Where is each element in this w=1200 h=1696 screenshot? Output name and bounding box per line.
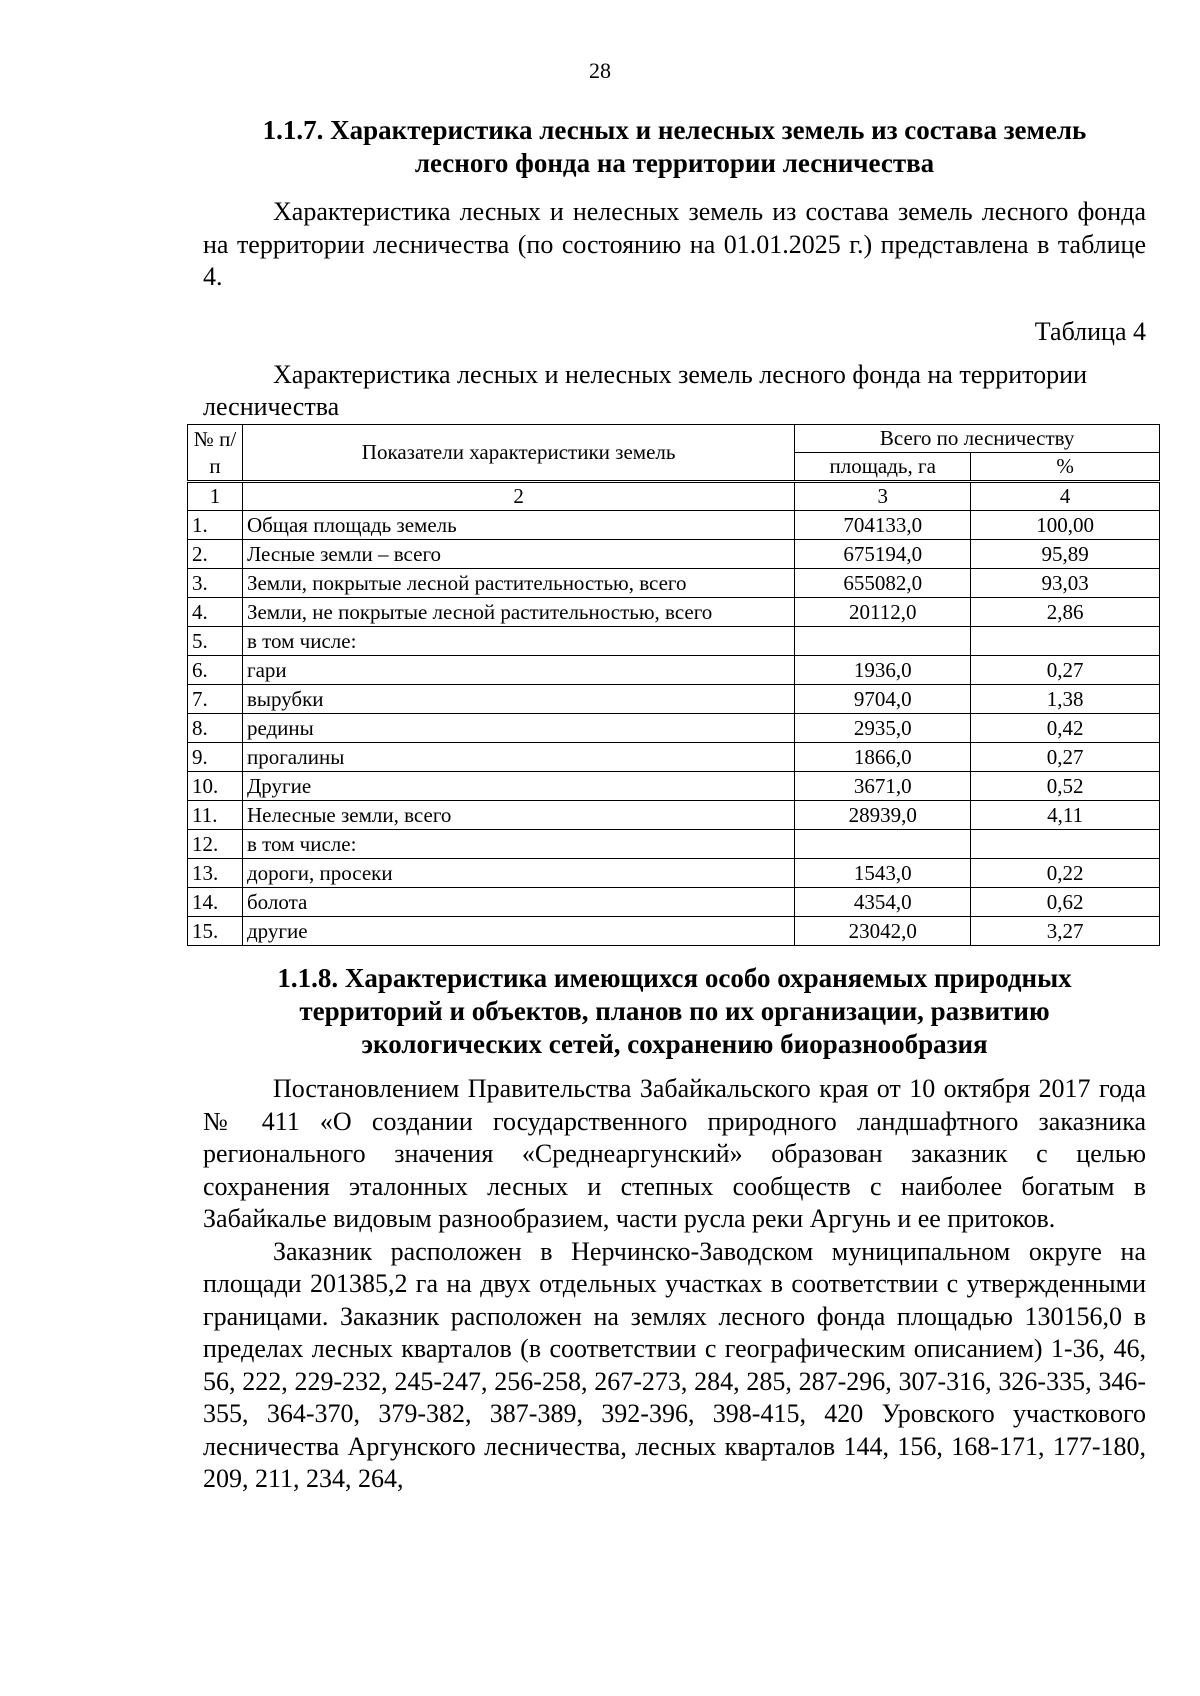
row-label-cell: прогалины	[242, 743, 794, 772]
row-label-cell: гари	[242, 656, 794, 685]
section-118-heading-line3: экологических сетей, сохранению биоразнообразия	[361, 1029, 988, 1059]
row-number-cell: 14.	[188, 888, 243, 917]
row-label-cell: Общая площадь земель	[242, 511, 794, 540]
row-percent-cell: 95,89	[971, 540, 1160, 569]
row-number-cell: 7.	[188, 685, 243, 714]
section-117	[203, 114, 1146, 423]
table-row	[188, 714, 1160, 743]
row-area-cell	[795, 627, 971, 656]
row-label-cell: Лесные земли – всего	[242, 540, 794, 569]
row-label-cell: Земли, не покрытые лесной растительностью, всего	[242, 598, 794, 627]
row-label-cell: дороги, просеки	[242, 859, 794, 888]
row-number-cell: 6.	[188, 656, 243, 685]
table-row	[188, 888, 1160, 917]
row-area-cell: 675194,0	[795, 540, 971, 569]
land-characteristics-table	[187, 424, 1160, 946]
row-percent-cell: 100,00	[971, 511, 1160, 540]
section-118-paragraph2: Заказник расположен в Нерчинско-Заводском муниципальном округе на площади 201385,2 га на двух отдельных участках в соответствии с утвержденными границами. Заказник расположен на землях лесного фонда площадью 130156,0 в пределах лесных кварталов (в соответствии с географическим описанием) 1-36, 46, 56, 222, 229-232, 245-247, 256-258, 267-273, 284, 285, 287-296, 307-316, 326-335, 346-355, 364-370, 379-382, 387-389, 392-396, 398-415, 420 Уровского участкового лесничества Аргунского лесничества, лесных кварталов 144, 156, 168-171, 177-180, 209, 211, 234, 264,	[203, 1236, 1146, 1493]
table-row	[188, 859, 1160, 888]
row-label-cell: в том числе:	[242, 830, 794, 859]
row-percent-cell: 2,86	[971, 598, 1160, 627]
row-number-cell: 5.	[188, 627, 243, 656]
row-area-cell: 23042,0	[795, 917, 971, 946]
header-area: площадь, га	[795, 453, 971, 482]
row-label-cell: Земли, покрытые лесной растительностью, всего	[242, 569, 794, 598]
table-title: Характеристика лесных и нелесных земель лесного фонда на территории лесничества	[203, 359, 1088, 421]
table-row	[188, 656, 1160, 685]
row-area-cell: 1543,0	[795, 859, 971, 888]
table-row	[188, 772, 1160, 801]
row-area-cell: 1866,0	[795, 743, 971, 772]
row-area-cell: 28939,0	[795, 801, 971, 830]
row-label-cell: болота	[242, 888, 794, 917]
row-percent-cell: 0,27	[971, 743, 1160, 772]
section-117-paragraph: Характеристика лесных и нелесных земель из состава земель лесного фонда на территории лесничества (по состоянию на 01.01.2025 г.) представлена в таблице 4.	[203, 197, 1146, 291]
index-cell: 3	[795, 482, 971, 511]
row-number-cell: 12.	[188, 830, 243, 859]
row-label-cell: Другие	[242, 772, 794, 801]
row-number-cell: 11.	[188, 801, 243, 830]
row-number-cell: 1.	[188, 511, 243, 540]
table-row	[188, 685, 1160, 714]
row-percent-cell: 0,52	[971, 772, 1160, 801]
row-percent-cell	[971, 830, 1160, 859]
table-row	[188, 917, 1160, 946]
row-area-cell: 1936,0	[795, 656, 971, 685]
table-row	[188, 801, 1160, 830]
row-label-cell: вырубки	[242, 685, 794, 714]
table-row	[188, 743, 1160, 772]
table-row	[188, 598, 1160, 627]
row-percent-cell: 0,62	[971, 888, 1160, 917]
page-number: 28	[589, 58, 611, 83]
row-number-cell: 3.	[188, 569, 243, 598]
section-118-paragraph1: Постановлением Правительства Забайкальского края от 10 октября 2017 года № 411 «О создании государственного природного ландшафтного заказника регионального значения «Среднеаргунский» образован заказник с целью сохранения эталонных лесных и степных сообществ с наиболее богатым в Забайкалье видовым разнообразием, части русла реки Аргунь и ее притоков.	[203, 1074, 1146, 1233]
row-area-cell: 3671,0	[795, 772, 971, 801]
row-percent-cell: 4,11	[971, 801, 1160, 830]
row-number-cell: 10.	[188, 772, 243, 801]
row-label-cell: в том числе:	[242, 627, 794, 656]
row-number-cell: 9.	[188, 743, 243, 772]
section-118-heading-line1: 1.1.8. Характеристика имеющихся особо охраняемых природных	[277, 963, 1072, 993]
row-area-cell: 9704,0	[795, 685, 971, 714]
header-total: Всего по лесничеству	[795, 425, 1160, 453]
section-117-heading-line2: лесного фонда на территории лесничества	[414, 148, 935, 178]
row-percent-cell: 1,38	[971, 685, 1160, 714]
row-percent-cell: 93,03	[971, 569, 1160, 598]
row-label-cell: редины	[242, 714, 794, 743]
section-118-heading-line2: территорий и объектов, планов по их организации, развитию	[299, 996, 1050, 1026]
index-cell: 1	[188, 482, 243, 511]
row-number-cell: 4.	[188, 598, 243, 627]
row-label-cell: Нелесные земли, всего	[242, 801, 794, 830]
table-row	[188, 540, 1160, 569]
table-row	[188, 830, 1160, 859]
table-row	[188, 511, 1160, 540]
header-indicator: Показатели характеристики земель	[242, 425, 794, 482]
row-percent-cell: 0,22	[971, 859, 1160, 888]
row-area-cell: 2935,0	[795, 714, 971, 743]
row-number-cell: 13.	[188, 859, 243, 888]
header-num: № п/п	[188, 425, 243, 482]
section-117-heading-line1: 1.1.7. Характеристика лесных и нелесных земель из состава земель	[262, 115, 1087, 145]
row-area-cell: 655082,0	[795, 569, 971, 598]
table-label: Таблица 4	[1034, 316, 1146, 346]
column-index-row	[188, 482, 1160, 511]
row-area-cell	[795, 830, 971, 859]
table-row	[188, 569, 1160, 598]
row-percent-cell	[971, 627, 1160, 656]
header-percent: %	[971, 453, 1160, 482]
row-area-cell: 4354,0	[795, 888, 971, 917]
row-area-cell: 704133,0	[795, 511, 971, 540]
row-percent-cell: 0,27	[971, 656, 1160, 685]
table-row	[188, 627, 1160, 656]
row-percent-cell: 3,27	[971, 917, 1160, 946]
row-area-cell: 20112,0	[795, 598, 971, 627]
row-number-cell: 2.	[188, 540, 243, 569]
index-cell: 4	[971, 482, 1160, 511]
row-percent-cell: 0,42	[971, 714, 1160, 743]
row-number-cell: 8.	[188, 714, 243, 743]
row-number-cell: 15.	[188, 917, 243, 946]
index-cell: 2	[242, 482, 794, 511]
section-118	[203, 962, 1146, 1496]
row-label-cell: другие	[242, 917, 794, 946]
